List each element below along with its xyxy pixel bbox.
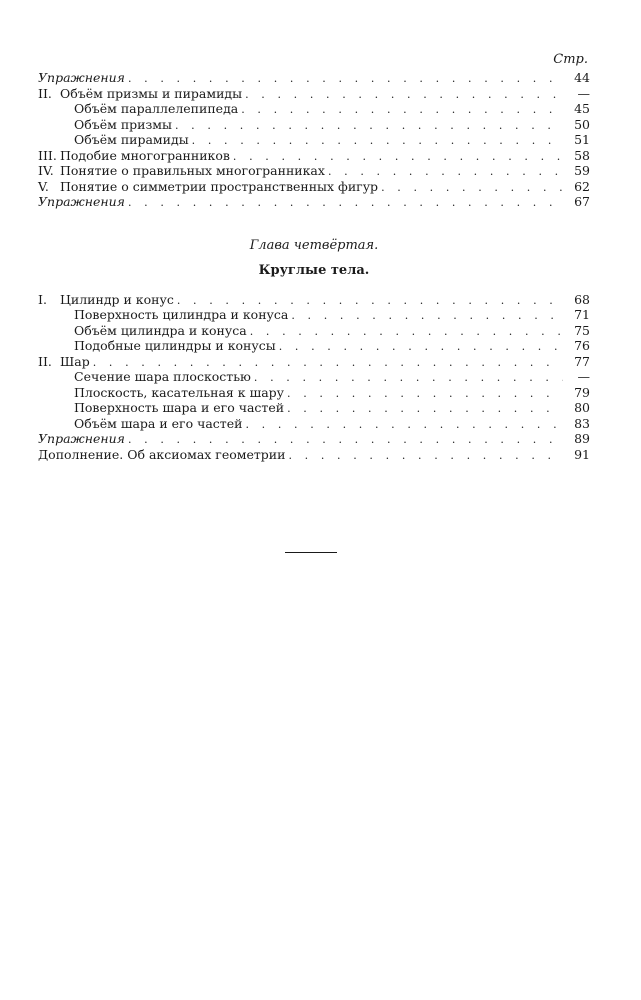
toc-entry-text: Объём призмы bbox=[74, 116, 172, 132]
toc-entry-number: IV. bbox=[38, 163, 54, 178]
toc-entry-page: 89 bbox=[574, 431, 590, 446]
toc-entry-text: Объём цилиндра и конуса bbox=[74, 322, 247, 338]
dot-leader bbox=[250, 324, 563, 340]
toc-entry-title bbox=[38, 86, 242, 102]
toc-entry-title bbox=[38, 179, 378, 195]
chapter-label: Глава четвёртая. bbox=[249, 237, 379, 253]
toc-entry bbox=[38, 194, 590, 210]
toc-entry bbox=[38, 447, 590, 463]
dot-leader bbox=[93, 355, 563, 371]
toc-entry-title bbox=[38, 148, 230, 164]
toc-entry-title bbox=[74, 307, 288, 323]
toc-entry-text: Подобные цилиндры и конусы bbox=[74, 338, 276, 353]
toc-entry bbox=[38, 101, 590, 117]
toc-entry bbox=[38, 431, 590, 447]
toc-entry-title bbox=[38, 292, 174, 308]
toc-entry bbox=[38, 369, 590, 385]
toc-entry-page: 44 bbox=[574, 70, 590, 85]
dot-leader bbox=[128, 432, 563, 448]
toc-entry-page: 51 bbox=[574, 132, 590, 147]
dot-leader bbox=[241, 102, 563, 118]
toc-entry-page: 58 bbox=[574, 147, 590, 163]
chapter-title: Круглые тела. bbox=[258, 262, 370, 278]
toc-entry-page: 79 bbox=[574, 384, 590, 400]
toc-entry-page: 77 bbox=[574, 353, 590, 369]
toc-entry bbox=[38, 132, 590, 148]
toc-entry-text: Объём шара и его частей bbox=[74, 415, 243, 431]
toc-entry-page: 91 bbox=[574, 446, 590, 462]
toc-entry bbox=[38, 354, 590, 370]
toc-entry-title bbox=[74, 385, 284, 401]
toc-entry bbox=[38, 179, 590, 195]
page-column-header: Стр. bbox=[553, 52, 588, 67]
toc-entry-page: 76 bbox=[574, 338, 590, 353]
dot-leader bbox=[288, 448, 563, 464]
toc-entry bbox=[38, 70, 590, 86]
toc-entry-text: Понятие о правильных многогранниках bbox=[60, 163, 325, 178]
dot-leader bbox=[245, 417, 563, 433]
toc-entry bbox=[38, 323, 590, 339]
toc-entry-text: Шар bbox=[60, 353, 90, 369]
dot-leader bbox=[381, 180, 563, 196]
dot-leader bbox=[175, 118, 563, 134]
toc-entry-page: 59 bbox=[574, 163, 590, 178]
dot-leader bbox=[128, 195, 563, 211]
toc-entry-title bbox=[38, 70, 125, 86]
toc-entry-text: Объём пирамиды bbox=[74, 132, 189, 147]
toc-entry-text: Подобие многогранников bbox=[60, 147, 230, 163]
toc-entry-page: 75 bbox=[574, 322, 590, 338]
toc-entry-page: 45 bbox=[574, 101, 590, 116]
toc-entry bbox=[38, 385, 590, 401]
toc-page bbox=[38, 52, 590, 462]
toc-entry-number: V. bbox=[38, 178, 49, 194]
toc-entry-text: Цилиндр и конус bbox=[60, 291, 174, 307]
toc-entry bbox=[38, 148, 590, 164]
toc-entry bbox=[38, 86, 590, 102]
toc-entry bbox=[38, 163, 590, 179]
toc-entry-number: II. bbox=[38, 85, 52, 101]
dot-leader bbox=[287, 386, 563, 402]
dot-leader bbox=[192, 133, 563, 149]
toc-entry-title bbox=[38, 447, 285, 463]
dot-leader bbox=[177, 293, 563, 309]
dot-leader bbox=[245, 87, 563, 103]
end-rule-divider bbox=[285, 552, 337, 553]
toc-entry-number: II. bbox=[38, 353, 52, 369]
toc-entry-page: — bbox=[577, 85, 590, 101]
toc-entry-number: III. bbox=[38, 147, 57, 163]
toc-entry-text: Сечение шара плоскостью bbox=[74, 369, 251, 384]
toc-entry-title bbox=[38, 194, 125, 210]
toc-entry-title bbox=[74, 323, 247, 339]
toc-entry-page: 50 bbox=[574, 116, 590, 132]
dot-leader bbox=[279, 339, 563, 355]
toc-section-1 bbox=[38, 70, 590, 210]
toc-entry-text: Понятие о симметрии пространственных фигур bbox=[60, 178, 379, 194]
dot-leader bbox=[233, 149, 563, 165]
toc-section-2 bbox=[38, 292, 590, 463]
toc-entry-page: — bbox=[577, 369, 590, 384]
toc-entry-text: Плоскость, касательная к шару bbox=[74, 384, 285, 400]
dot-leader bbox=[128, 71, 563, 87]
toc-entry bbox=[38, 338, 590, 354]
toc-entry-text: Упражнения bbox=[38, 431, 125, 446]
toc-entry-page: 83 bbox=[574, 415, 590, 431]
toc-entry bbox=[38, 416, 590, 432]
dot-leader bbox=[328, 164, 563, 180]
toc-entry-text: Дополнение. Об аксиомах геометрии bbox=[38, 446, 286, 462]
toc-entry-text: Упражнения bbox=[38, 194, 125, 209]
toc-entry-title bbox=[74, 416, 242, 432]
toc-entry-title bbox=[74, 400, 284, 416]
toc-entry-title bbox=[38, 354, 90, 370]
toc-entry-title bbox=[74, 132, 189, 148]
toc-entry-page: 68 bbox=[574, 291, 590, 307]
dot-leader bbox=[291, 308, 563, 324]
toc-entry-text: Поверхность цилиндра и конуса bbox=[74, 307, 289, 322]
toc-entry-text: Объём параллелепипеда bbox=[74, 101, 239, 116]
toc-entry-title bbox=[74, 338, 276, 354]
toc-entry-page: 62 bbox=[574, 178, 590, 194]
toc-entry-page: 80 bbox=[574, 400, 590, 415]
toc-entry-title bbox=[38, 163, 325, 179]
toc-entry bbox=[38, 307, 590, 323]
toc-entry bbox=[38, 117, 590, 133]
dot-leader bbox=[254, 370, 563, 386]
toc-entry-page: 71 bbox=[574, 307, 590, 322]
toc-entry-title bbox=[74, 117, 172, 133]
dot-leader bbox=[287, 401, 563, 417]
toc-entry-text: Упражнения bbox=[38, 70, 125, 85]
toc-entry bbox=[38, 400, 590, 416]
toc-entry-title bbox=[38, 431, 125, 447]
toc-entry-number: I. bbox=[38, 291, 47, 307]
toc-entry-text: Объём призмы и пирамиды bbox=[60, 85, 243, 101]
toc-entry-text: Поверхность шара и его частей bbox=[74, 400, 285, 415]
toc-entry bbox=[38, 292, 590, 308]
toc-entry-title bbox=[74, 369, 251, 385]
toc-entry-page: 67 bbox=[574, 194, 590, 209]
toc-entry-title bbox=[74, 101, 238, 117]
